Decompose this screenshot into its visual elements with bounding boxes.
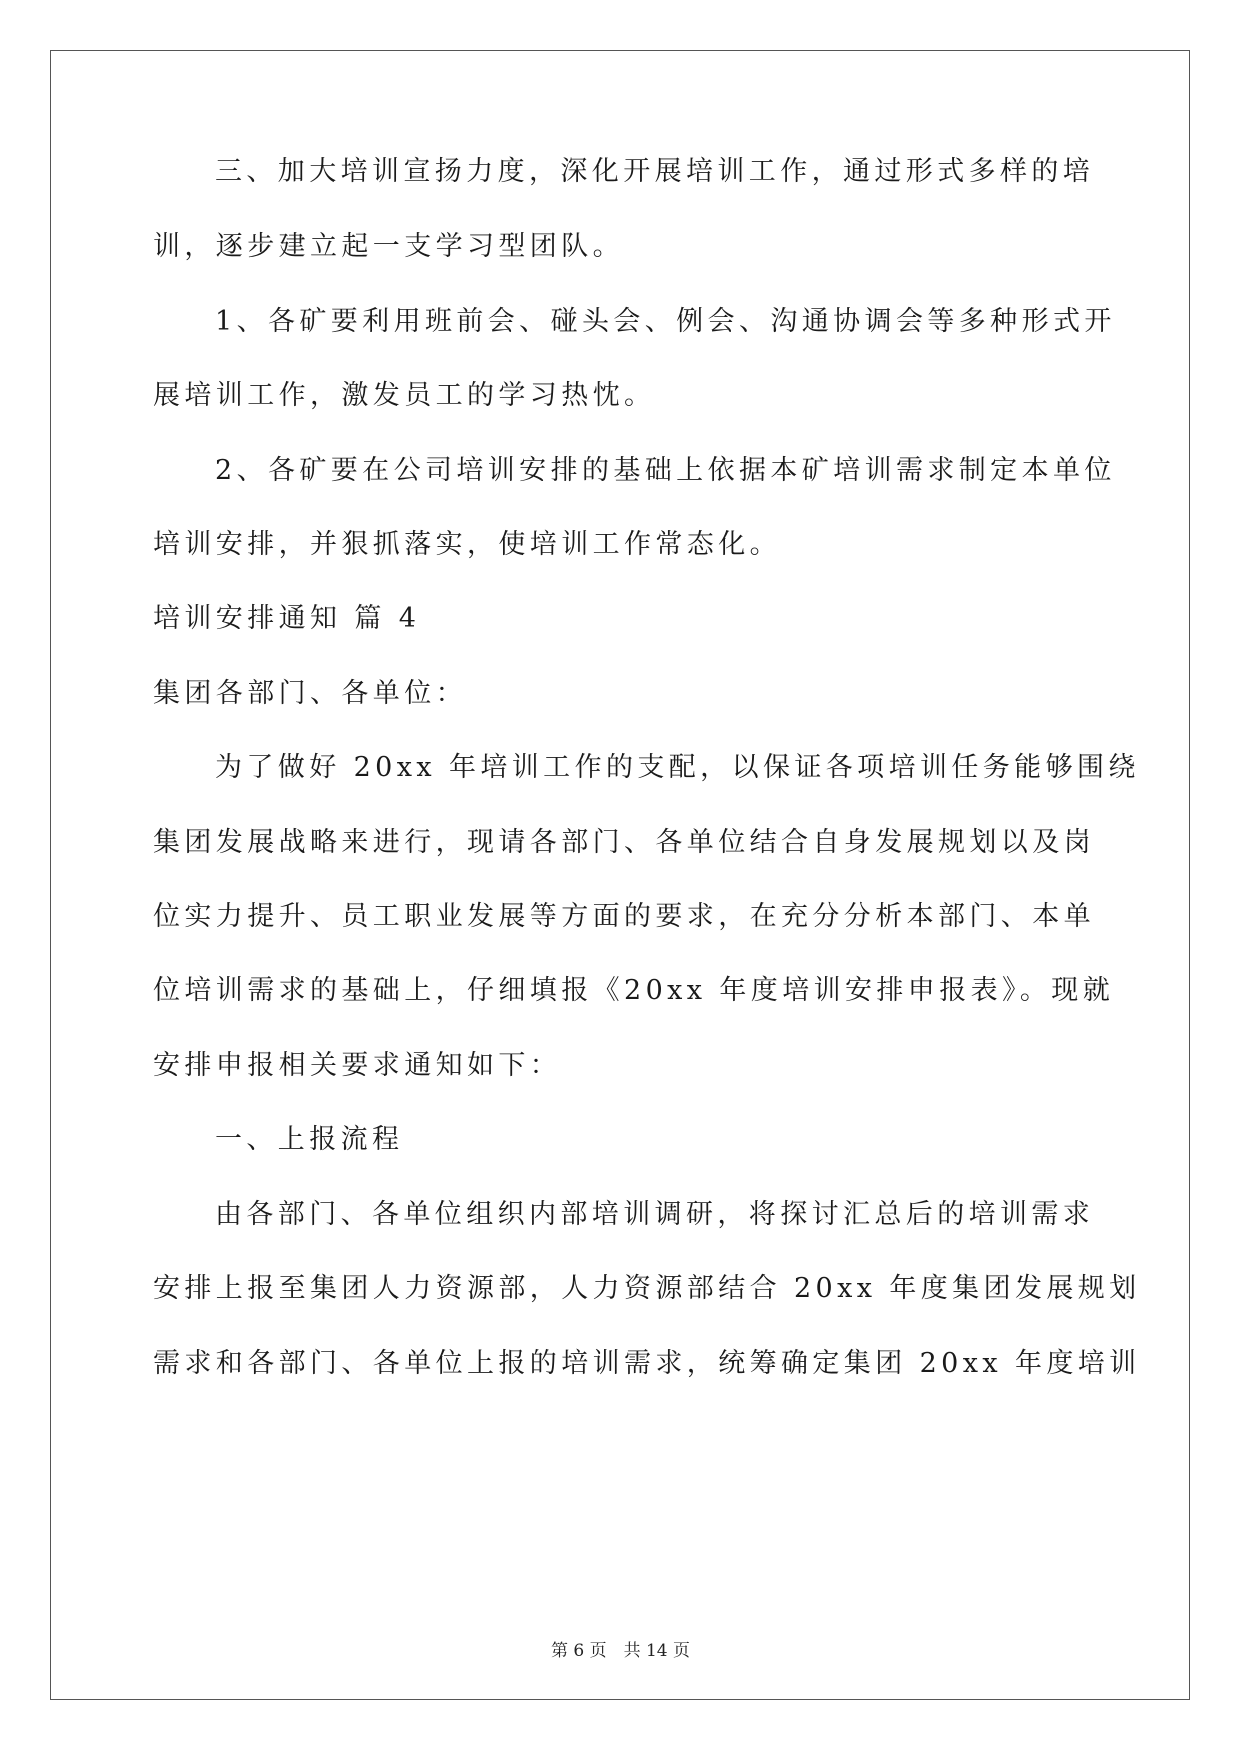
salutation: 集团各部门、各单位： — [153, 678, 467, 709]
subsection-heading: 一、上报流程 — [215, 1124, 404, 1155]
paragraph-line: 位培训需求的基础上，仔细填报《20xx 年度培训安排申报表》。现就 — [153, 975, 1115, 1006]
paragraph-line: 由各部门、各单位组织内部培训调研，将探讨汇总后的培训需求 — [215, 1199, 1095, 1230]
paragraph-line: 需求和各部门、各单位上报的培训需求，统筹确定集团 20xx 年度培训 — [153, 1348, 1141, 1379]
paragraph-line: 三、加大培训宣扬力度，深化开展培训工作，通过形式多样的培 — [215, 156, 1095, 187]
paragraph-line: 安排申报相关要求通知如下： — [153, 1050, 562, 1081]
paragraph-line: 展培训工作，激发员工的学习热忱。 — [153, 380, 656, 411]
section-heading: 培训安排通知 篇 4 — [153, 603, 421, 634]
paragraph-line: 为了做好 20xx 年培训工作的支配，以保证各项培训任务能够围绕 — [215, 752, 1140, 783]
page-border — [50, 50, 1190, 1700]
paragraph-line: 训，逐步建立起一支学习型团队。 — [153, 231, 624, 262]
paragraph-line: 2、各矿要在公司培训安排的基础上依据本矿培训需求制定本单位 — [215, 455, 1116, 486]
paragraph-line: 集团发展战略来进行，现请各部门、各单位结合自身发展规划以及岗 — [153, 827, 1095, 858]
paragraph-line: 安排上报至集团人力资源部，人力资源部结合 20xx 年度集团发展规划 — [153, 1273, 1141, 1304]
paragraph-line: 1、各矿要利用班前会、碰头会、例会、沟通协调会等多种形式开 — [215, 306, 1116, 337]
paragraph-line: 培训安排，并狠抓落实，使培训工作常态化。 — [153, 529, 781, 560]
paragraph-line: 位实力提升、员工职业发展等方面的要求，在充分分析本部门、本单 — [153, 901, 1095, 932]
page-number: 第 6 页 共 14 页 — [550, 1641, 691, 1661]
